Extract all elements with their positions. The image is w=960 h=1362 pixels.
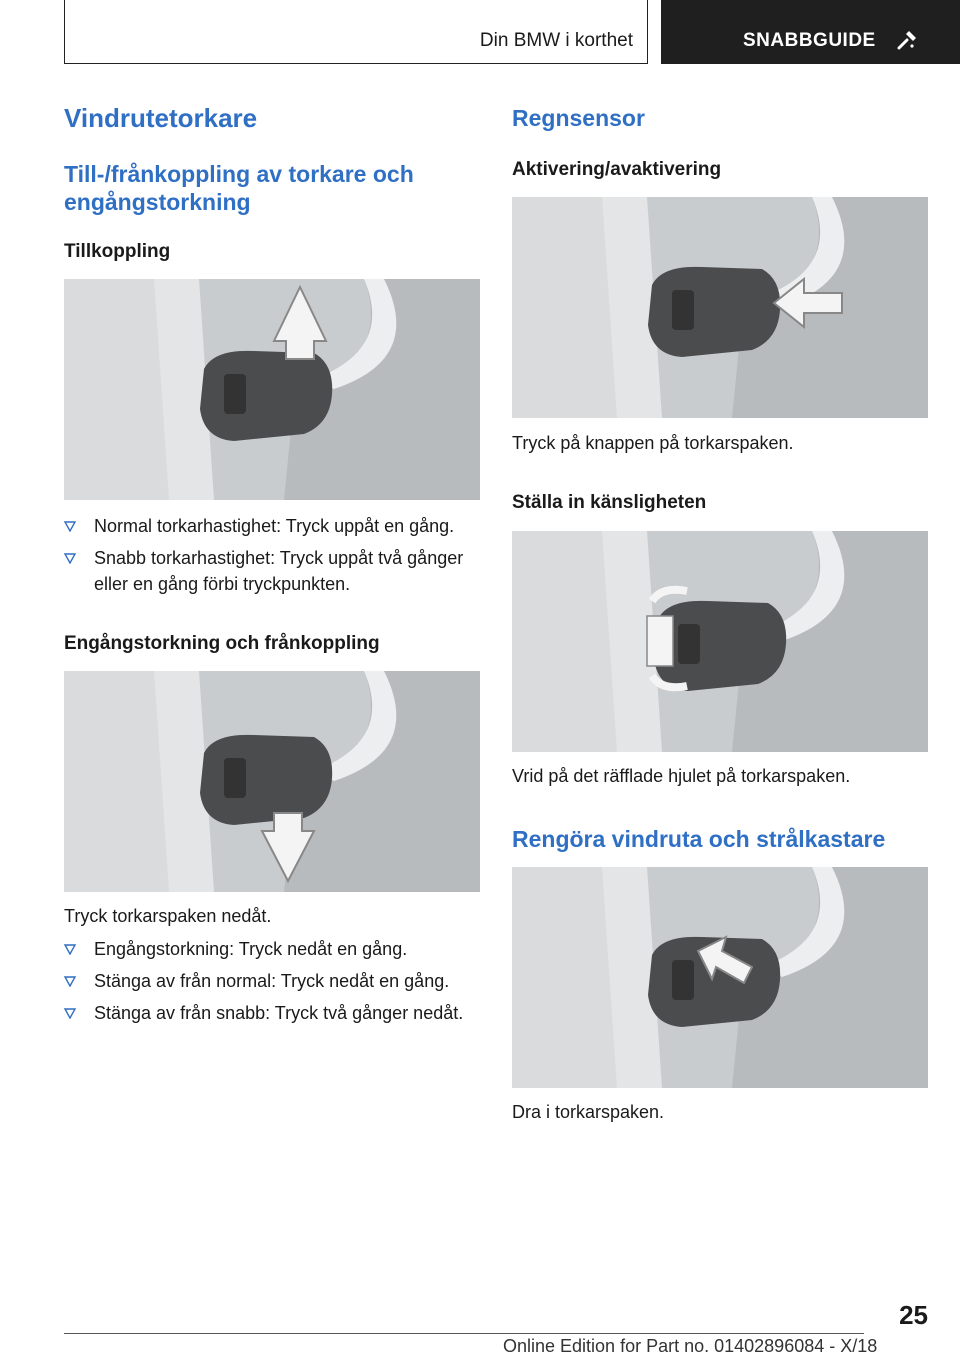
bullet-triangle-icon — [64, 520, 76, 532]
heading-tillkoppling: Tillkoppling — [64, 241, 171, 262]
footer-edition: Online Edition for Part no. 01402896084 - X/18 — [503, 1336, 878, 1356]
bullet-triangle-icon — [64, 943, 76, 955]
footer-divider — [64, 1333, 864, 1334]
bullet-single-wipe: Engångstorkning: Tryck nedåt en gång. — [64, 936, 484, 962]
header-section-box — [661, 0, 960, 64]
section-label: SNABBGUIDE — [743, 30, 876, 51]
text-pull-lever: Dra i torkarspaken. — [512, 1102, 665, 1122]
bullet-off-fast: Stänga av från snabb: Tryck två gånger nedåt. — [64, 1000, 464, 1026]
heading-activation: Aktivering/avaktivering — [512, 159, 722, 180]
wiper-lever-up-image — [64, 279, 480, 500]
heading-engangstorkning: Engångstorkning och frånkoppling — [64, 633, 380, 654]
rain-sensor-button-image — [512, 197, 928, 418]
bullet-triangle-icon — [64, 1007, 76, 1019]
page-title: Vindrutetorkare — [64, 103, 258, 133]
book-title: Din BMW i korthet — [479, 30, 633, 51]
header-book-box — [64, 0, 648, 64]
bullet-off-normal: Stänga av från normal: Tryck nedåt en gång. — [64, 968, 484, 994]
bullet-fast-speed: Snabb torkarhastighet: Tryck uppåt två gånger eller en gång förbi tryckpunkten. — [64, 545, 484, 597]
text-press-down: Tryck torkarspaken nedåt. — [64, 906, 272, 926]
section-subtitle — [64, 160, 484, 216]
page-number: 25 — [899, 1300, 928, 1330]
subtitle-line-1: Till-/frånkoppling av torkare och — [64, 161, 414, 187]
bullet-triangle-icon — [64, 552, 76, 564]
rain-sensor-title: Regnsensor — [512, 105, 645, 131]
rain-sensor-wheel-image — [512, 531, 928, 752]
text-press-button: Tryck på knappen på torkarspaken. — [512, 433, 794, 453]
wrench-icon — [897, 30, 917, 50]
bullet-triangle-icon — [64, 975, 76, 987]
bullet-normal-speed: Normal torkarhastighet: Tryck uppåt en gång. — [64, 513, 484, 539]
text-turn-wheel: Vrid på det räfflade hjulet på torkarspaken. — [512, 766, 851, 786]
heading-sensitivity: Ställa in känsligheten — [512, 492, 707, 513]
subtitle-line-2: engångstorkning — [64, 189, 251, 215]
clean-title: Rengöra vindruta och strålkastare — [512, 826, 886, 852]
wiper-lever-down-image — [64, 671, 480, 892]
wiper-lever-pull-image — [512, 867, 928, 1088]
